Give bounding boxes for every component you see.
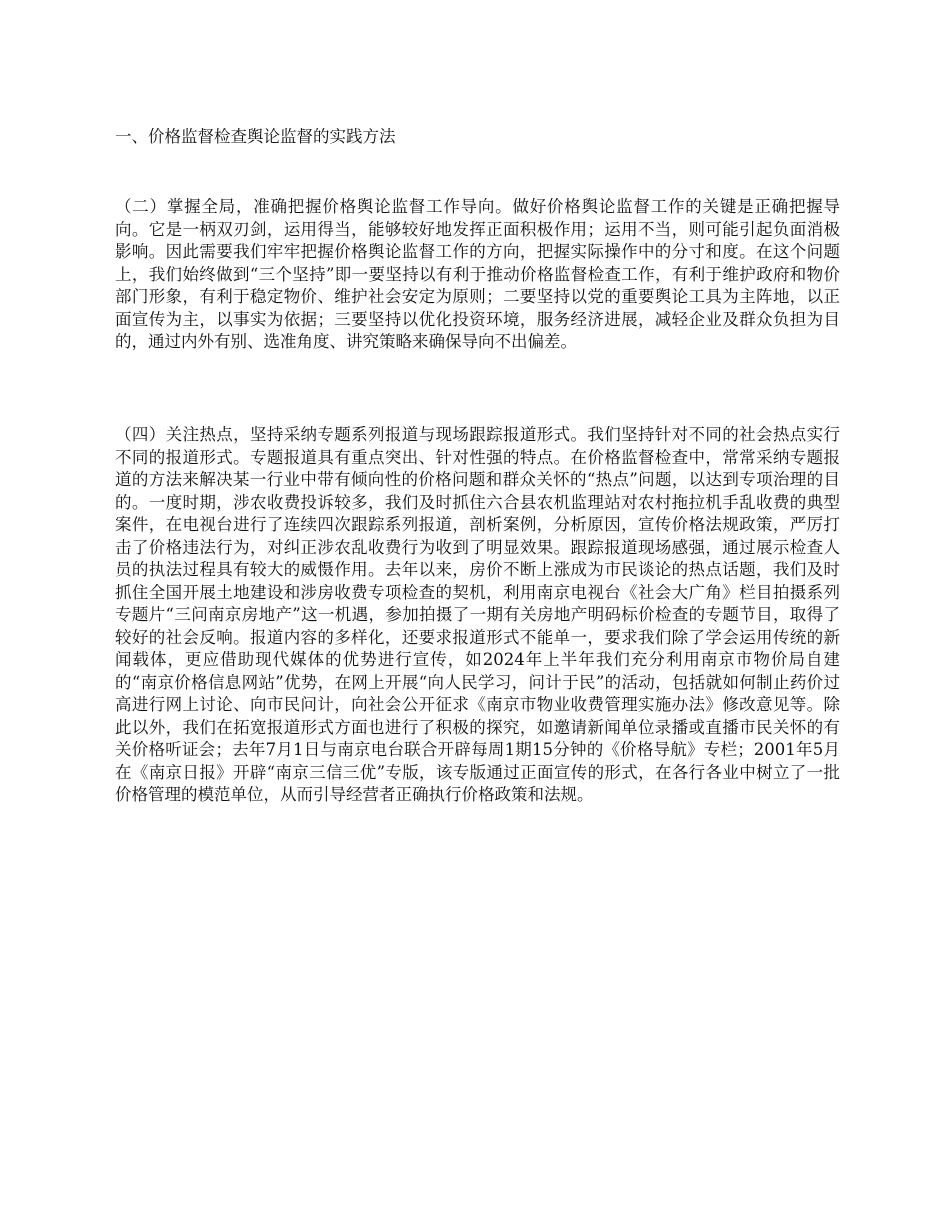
paragraph-grasp-overall: （二）掌握全局，准确把握价格舆论监督工作导向。做好价格舆论监督工作的关键是正确把握导向。它是一柄双刃剑，运用得当，能够较好地发挥正面积极作用；运用不当，则可能引起负面消极影响。因此需要我们牢牢把握价格舆论监督工作的方向，把握实际操作中的分寸和度。在这个问题上，我们始终做到“三个坚持”即一要坚持以有利于推动价格监督检查工作，有利于维护政府和物价部门形象，有利于稳定物价、维护社会安定为原则；二要坚持以党的重要舆论工具为主阵地，以正面宣传为主，以事实为依据；三要坚持以优化投资环境，服务经济进展，减轻企业及群众负担为目的，通过内外有别、选准角度、讲究策略来确保导向不出偏差。 xyxy=(115,197,840,351)
section-heading: 一、价格监督检查舆论监督的实践方法 xyxy=(115,127,396,146)
paragraph-focus-hotspots: （四）关注热点，坚持采纳专题系列报道与现场跟踪报道形式。我们坚持针对不同的社会热点实行不同的报道形式。专题报道具有重点突出、针对性强的特点。在价格监督检查中，常常采纳专题报道的方法来解决某一行业中带有倾向性的价格问题和群众关怀的“热点”问题，以达到专项治理的目的。一度时期，涉农收费投诉较多，我们及时抓住六合县农机监理站对农村拖拉机手乱收费的典型案件，在电视台进行了连续四次跟踪系列报道，剖析案例，分析原因，宣传价格法规政策，严厉打击了价格违法行为，对纠正涉农乱收费行为收到了明显效果。跟踪报道现场感强，通过展示检查人员的执法过程具有较大的威慑作用。去年以来，房价不断上涨成为市民谈论的热点话题，我们及时抓住全国开展土地建设和涉房收费专项检查的契机，利用南京电视台《社会大广角》栏目拍摄系列专题片“三问南京房地产”这一机遇，参加拍摄了一期有关房地产明码标价检查的专题节目，取得了较好的社会反响。报道内容的多样化，还要求报道形式不能单一，要求我们除了学会运用传统的新闻载体，更应借助现代媒体的优势进行宣传，如2024年上半年我们充分利用南京市物价局自建的“南京价格信息网站”优势，在网上开展“向人民学习，问计于民”的活动，包括就如何制止药价过高进行网上讨论、向市民问计，向社会公开征求《南京市物业收费管理实施办法》修改意见等。除此以外，我们在拓宽报道形式方面也进行了积极的探究，如邀请新闻单位录播或直播市民关怀的有关价格听证会；去年7月1日与南京电台联合开辟每周1期15分钟的《价格导航》专栏；2001年5月在《南京日报》开辟“南京三信三优”专版，该专版通过正面宣传的形式，在各行各业中树立了一批价格管理的模范单位，从而引导经营者正确执行价格政策和法规。 xyxy=(115,425,840,804)
